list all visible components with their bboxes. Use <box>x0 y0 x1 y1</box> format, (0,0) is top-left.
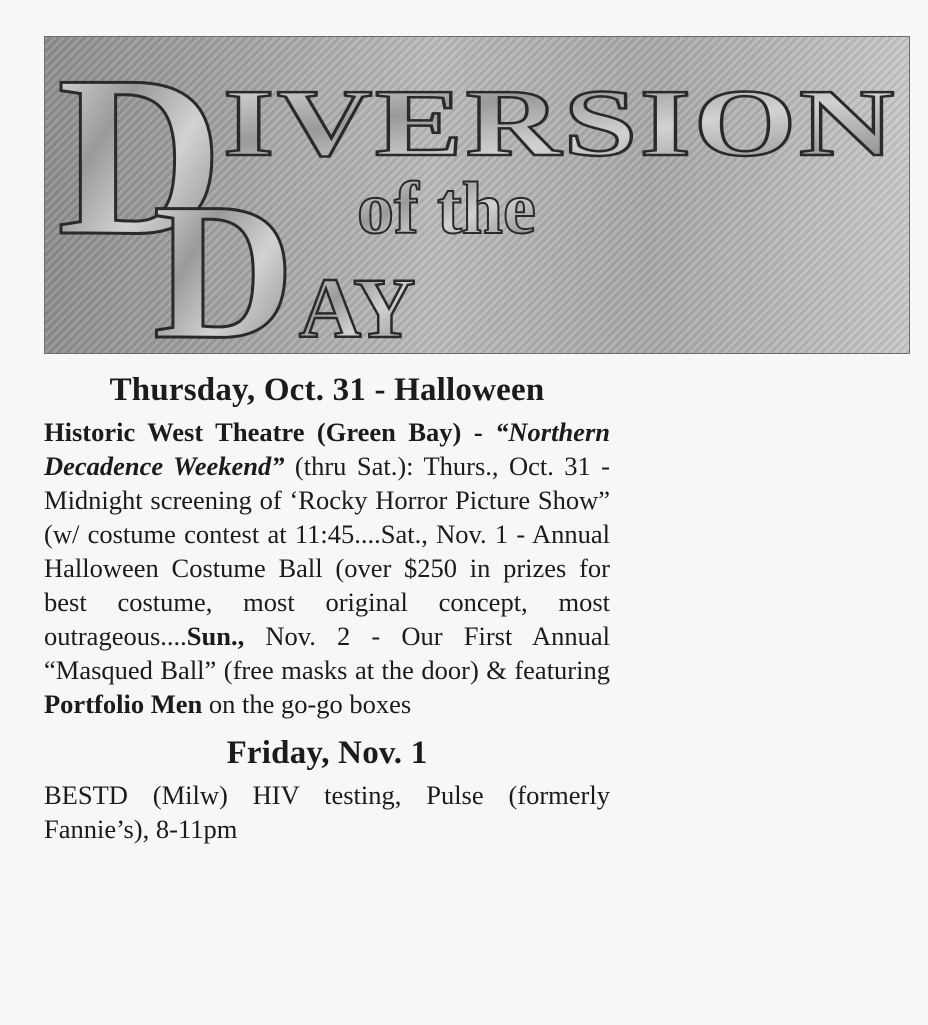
friday-entry: BESTD (Milw) HIV testing, Pulse (formerly Fannie’s), 8-11pm <box>44 780 610 844</box>
performer-name: Portfolio Men <box>44 689 203 719</box>
day-heading-friday: Friday, Nov. 1 <box>226 735 428 771</box>
svg-text:AY: AY <box>299 260 416 353</box>
banner-word-ay <box>299 260 415 353</box>
event-description-end: on the go-go boxes <box>202 689 412 719</box>
thursday-entry <box>44 415 610 721</box>
event-description-cont: Nov. 2 - Our First Annual “Masqued Ball” (free masks at the door) & featuring <box>44 621 610 685</box>
calendar-listing <box>44 372 610 846</box>
event-title: “Northern Decadence Weekend” <box>44 417 610 481</box>
svg-text:IVERSION: IVERSION <box>223 69 897 176</box>
svg-text:of the: of the <box>357 168 536 250</box>
banner-words-of-the <box>357 168 536 250</box>
venue-name: Historic West Theatre (Green Bay) - <box>44 417 483 447</box>
svg-text:D: D <box>57 37 224 283</box>
event-description: (thru Sat.): Thurs., Oct. 31 - Midnight screening of ‘Rocky Horror Picture Show” (w/ costume contest at 11:45....Sat., Nov. 1 - Annual Halloween Costume Ball (over $250 in prizes for best costume, most original concept, most outrageous.... <box>44 451 610 651</box>
svg-text:D: D <box>153 163 295 353</box>
day-heading-thursday: Thursday, Oct. 31 - Halloween <box>109 372 545 408</box>
sunday-label: Sun., <box>186 621 245 651</box>
banner-word-iversion <box>223 69 897 176</box>
diversion-of-the-day-banner <box>44 36 910 354</box>
banner-initial-d-bottom <box>153 163 295 353</box>
